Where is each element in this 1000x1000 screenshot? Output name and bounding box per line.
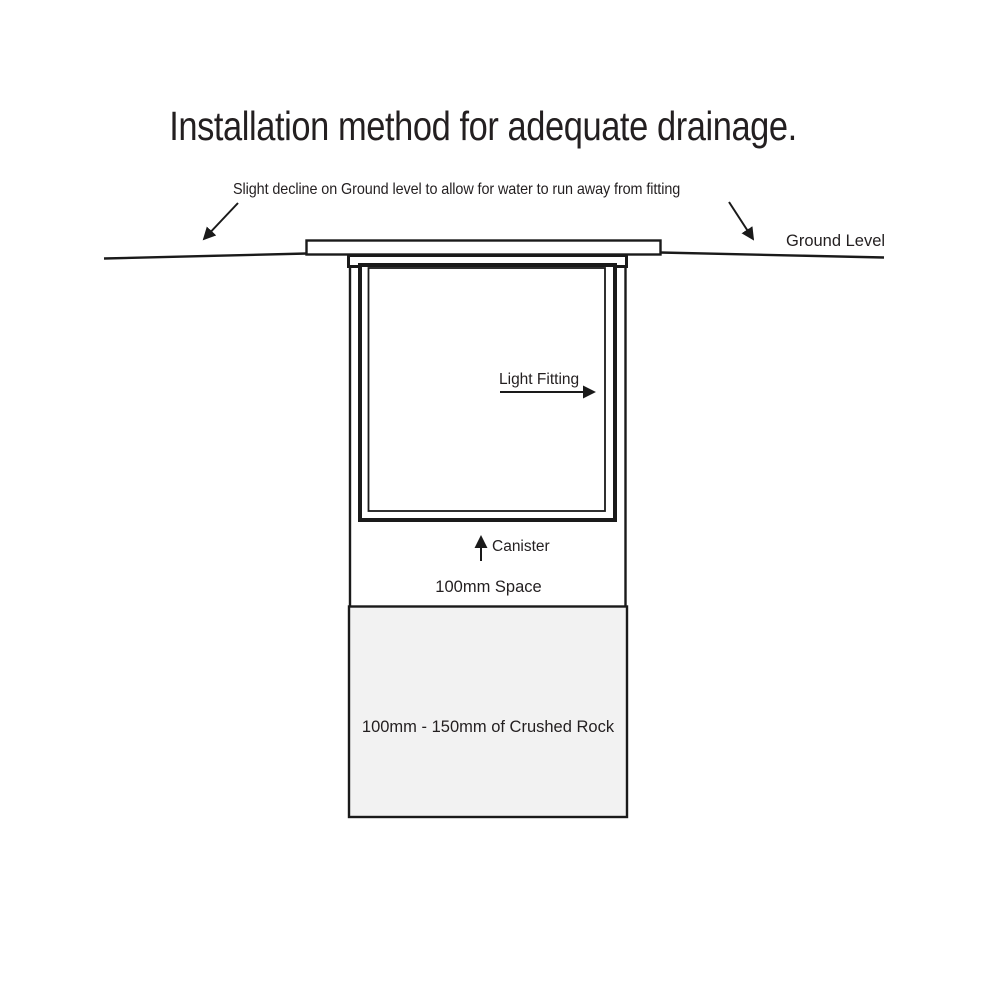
crushed-rock-bed: [349, 607, 627, 818]
decline-arrow-left: [204, 203, 238, 239]
ground-level-label: Ground Level: [786, 232, 886, 250]
canister-label: Canister: [492, 538, 550, 555]
space-label: 100mm Space: [435, 578, 542, 596]
crushed-rock-label: 100mm - 150mm of Crushed Rock: [361, 718, 615, 736]
flange-plate: [307, 241, 661, 255]
ground-line-right: [660, 253, 884, 258]
light-fitting-label: Light Fitting: [499, 371, 580, 388]
ground-line-left: [104, 254, 307, 259]
decline-arrow-right: [729, 202, 753, 239]
light-fitting-body: [369, 268, 606, 511]
page-title: Installation method for adequate drainage.: [169, 103, 797, 149]
decline-annotation: Slight decline on Ground level to allow for water to run away from fitting: [233, 181, 681, 198]
